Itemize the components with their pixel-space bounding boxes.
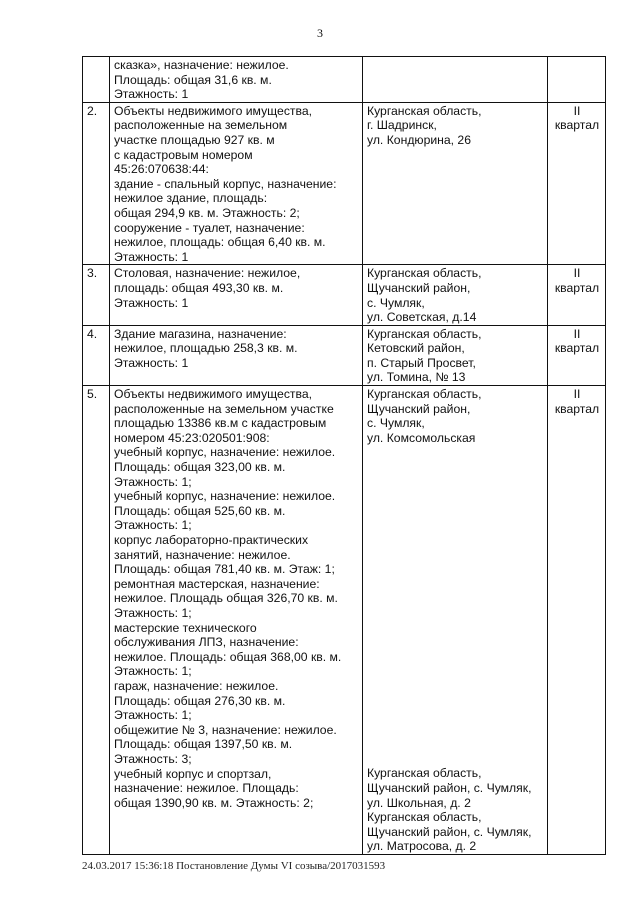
description-line: занятий, назначение: нежилое.: [114, 547, 291, 562]
description-line: номером 45:23:020501:908:: [114, 430, 270, 445]
description-line: нежилое. Площадь общая 326,70 кв. м.: [114, 591, 338, 606]
description-line: Этажность: 1: [114, 249, 189, 264]
address-line: Курганская область,: [367, 766, 482, 781]
description-line: участке площадью 927 кв. м: [114, 132, 275, 147]
table-row: [83, 325, 606, 385]
property-description: [110, 265, 363, 325]
property-description: [110, 57, 363, 103]
description-line: обслуживания ЛПЗ, назначение:: [114, 635, 299, 650]
description-line: нежилое, площадь: общая 6,40 кв. м.: [114, 235, 326, 250]
table-row: [83, 265, 606, 325]
description-line: расположенные на земельном участке: [114, 401, 334, 416]
quarter-line: II: [573, 103, 581, 118]
address-line: г. Шадринск,: [367, 118, 437, 133]
description-line: 45:26:070638:44:: [114, 162, 209, 177]
description-line: Объекты недвижимого имущества,: [114, 387, 313, 402]
address-line: Курганская область,: [367, 387, 482, 402]
address-line: Курганская область,: [367, 266, 482, 281]
address-line: Кетовский район,: [367, 341, 465, 356]
footer-stamp: 24.03.2017 15:36:18 Постановление Думы VI созыва/2017031593: [82, 860, 386, 872]
description-line: Этажность: 1;: [114, 605, 192, 620]
address-line: ул. Советская, д.14: [367, 310, 477, 325]
table-row: [83, 102, 606, 265]
description-line: сооружение - туалет, назначение:: [114, 220, 305, 235]
property-description: [110, 102, 363, 265]
description-line: Площадь: общая 1397,50 кв. м.: [114, 737, 293, 752]
description-line: Этажность: 1: [114, 355, 189, 370]
property-address: [363, 265, 548, 325]
quarter-line: квартал: [554, 341, 600, 356]
description-line: Этажность: 1: [114, 295, 189, 310]
description-line: Этажность: 1;: [114, 708, 192, 723]
property-address: [363, 57, 548, 103]
address-line: Курганская область,: [367, 103, 482, 118]
address-line: с. Чумляк,: [367, 416, 425, 431]
address-line: ул. Томина, № 13: [367, 370, 466, 385]
description-line: учебный корпус, назначение: нежилое.: [114, 445, 336, 460]
description-line: Площадь: общая 781,40 кв. м. Этаж: 1;: [114, 562, 335, 577]
description-line: Объекты недвижимого имущества,: [114, 103, 313, 118]
row-number: 4.: [83, 325, 110, 385]
address-line: Курганская область,: [367, 810, 482, 825]
property-address: [363, 325, 548, 385]
description-line: нежилое. Площадь: общая 368,00 кв. м.: [114, 649, 342, 664]
description-line: расположенные на земельном: [114, 118, 288, 133]
address-line: ул. Матросова, д. 2: [367, 839, 477, 854]
description-line: Этажность: 3;: [114, 751, 192, 766]
property-table: [82, 56, 606, 855]
description-line: с кадастровым номером: [114, 147, 253, 162]
address-line: ул. Комсомольская: [367, 430, 476, 445]
description-line: Этажность: 1;: [114, 518, 192, 533]
table-row: [83, 386, 606, 855]
row-number: 5.: [83, 386, 110, 855]
row-number: 2.: [83, 102, 110, 265]
description-line: общежитие № 3, назначение: нежилое.: [114, 722, 337, 737]
description-line: Столовая, назначение: нежилое,: [114, 266, 301, 281]
quarter: [548, 102, 606, 265]
description-line: Площадь: общая 323,00 кв. м.: [114, 460, 286, 475]
quarter-line: квартал: [554, 401, 600, 416]
description-line: площадь: общая 493,30 кв. м.: [114, 280, 284, 295]
description-line: назначение: нежилое. Площадь:: [114, 781, 299, 796]
description-line: нежилое, площадью 258,3 кв. м.: [114, 341, 298, 356]
description-line: сказка», назначение: нежилое.: [114, 58, 289, 72]
address-line: Щучанский район, с. Чумляк,: [367, 824, 532, 839]
description-line: Площадь: общая 31,6 кв. м.: [114, 72, 272, 87]
row-number: [83, 57, 110, 103]
description-line: Этажность: 1;: [114, 664, 192, 679]
description-line: Этажность: 1;: [114, 474, 192, 489]
address-spacer: [367, 445, 544, 766]
address-line: ул. Кондюрина, 26: [367, 132, 471, 147]
address-line: ул. Школьная, д. 2: [367, 795, 471, 810]
page-number: 3: [317, 26, 323, 40]
description-line: общая 1390,90 кв. м. Этажность: 2;: [114, 795, 314, 810]
quarter: [548, 325, 606, 385]
property-table-body: [83, 57, 606, 855]
property-description: [110, 386, 363, 855]
address-line: Щучанский район, с. Чумляк,: [367, 781, 532, 796]
address-line: Щучанский район,: [367, 280, 471, 295]
description-line: Площадь: общая 525,60 кв. м.: [114, 503, 286, 518]
quarter-line: II: [573, 266, 581, 281]
address-line: Щучанский район,: [367, 401, 471, 416]
quarter-line: II: [573, 326, 581, 341]
description-line: площадью 13386 кв.м с кадастровым: [114, 416, 327, 431]
quarter-line: II: [573, 387, 581, 402]
quarter: [548, 265, 606, 325]
row-number: 3.: [83, 265, 110, 325]
description-line: общая 294,9 кв. м. Этажность: 2;: [114, 205, 300, 220]
description-line: гараж, назначение: нежилое.: [114, 678, 279, 693]
table-row: [83, 57, 606, 103]
quarter-line: квартал: [554, 280, 600, 295]
description-line: мастерские технического: [114, 620, 257, 635]
description-line: учебный корпус и спортзал,: [114, 766, 272, 781]
description-line: Здание магазина, назначение:: [114, 326, 287, 341]
property-address: [363, 102, 548, 265]
property-address: [363, 386, 548, 855]
quarter: [548, 386, 606, 855]
description-line: Площадь: общая 276,30 кв. м.: [114, 693, 286, 708]
address-line: п. Старый Просвет,: [367, 355, 476, 370]
description-line: Этажность: 1: [114, 87, 189, 102]
description-line: нежилое здание, площадь:: [114, 191, 268, 206]
description-line: корпус лабораторно-практических: [114, 533, 309, 547]
quarter-line: квартал: [554, 118, 600, 133]
description-line: ремонтная мастерская, назначение:: [114, 576, 320, 591]
description-line: здание - спальный корпус, назначение:: [114, 176, 337, 191]
description-line: учебный корпус, назначение: нежилое.: [114, 489, 336, 504]
address-line: Курганская область,: [367, 326, 482, 341]
quarter: [548, 57, 606, 103]
address-line: с. Чумляк,: [367, 295, 425, 310]
property-description: [110, 325, 363, 385]
